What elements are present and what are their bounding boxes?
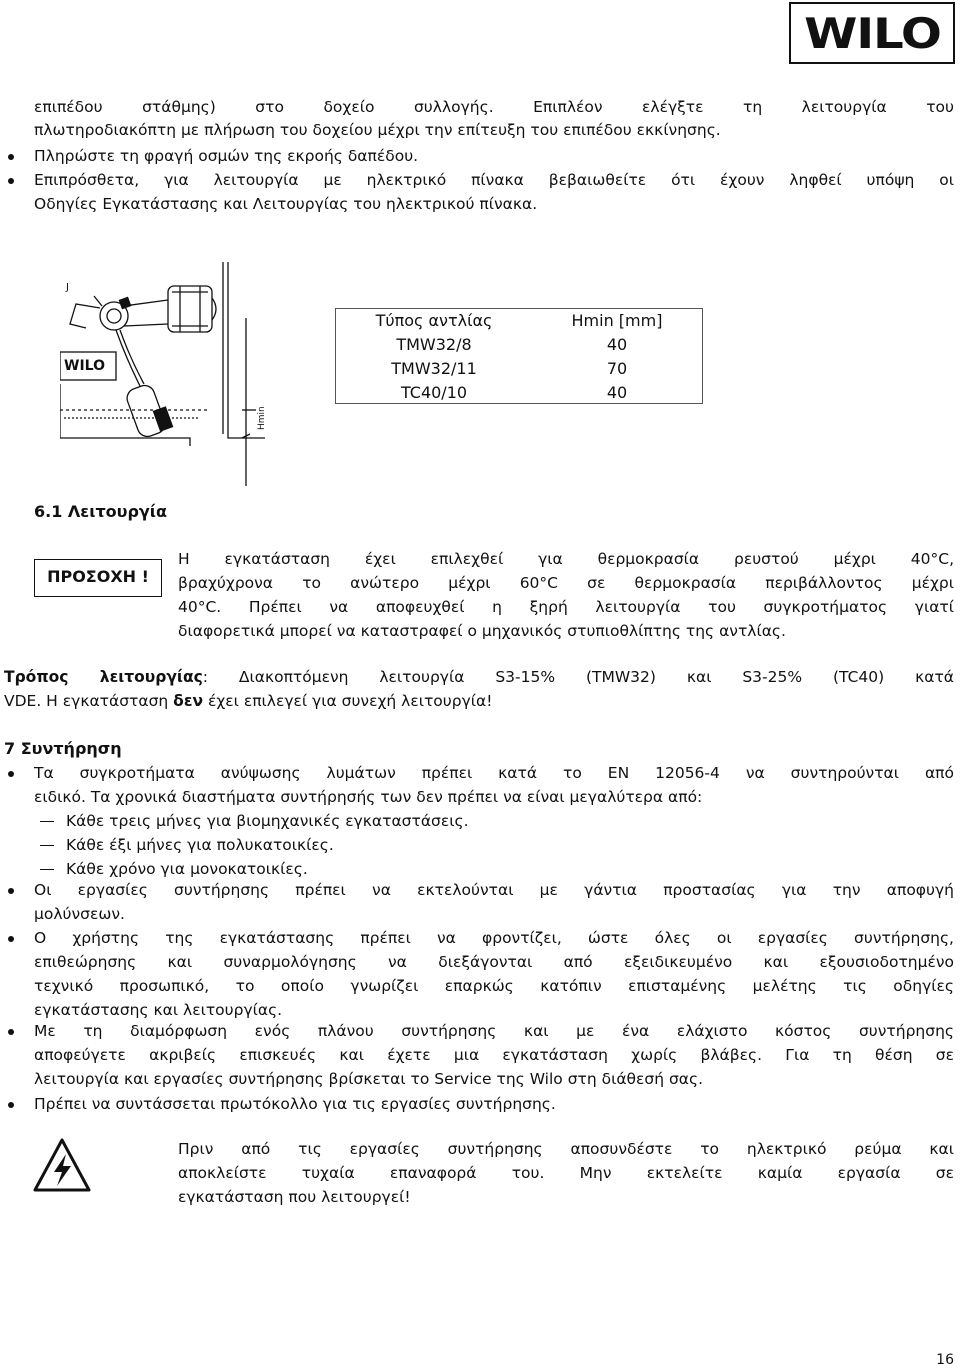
bullet-text: Οι εργασίες συντήρησης πρέπει να εκτελούνται με γάντια προστασίας για την αποφυγή <box>34 881 954 899</box>
bullet-icon <box>8 154 14 160</box>
warning-label-box: ΠΡΟΣΟΧΗ ! <box>34 559 162 597</box>
interval-item-industrial <box>66 810 960 833</box>
bullet-text: Επιπρόσθετα, για λειτουργία με ηλεκτρικό πίνακα βεβαιωθείτε ότι έχουν ληφθεί υπόψη οι <box>34 171 954 189</box>
header-hmin: Hmin [mm] <box>571 311 663 330</box>
maintenance-bullet-4-line-2: αποφεύγετε ακριβείς επισκευές και έχετε μια εγκατάσταση χωρίς βλάβες. Για τη θέση σε <box>34 1046 954 1064</box>
interval-text: Κάθε τρεις μήνες για βιομηχανικές εγκαταστάσεις. <box>66 812 469 830</box>
electrical-warning-line-1: Πριν από τις εργασίες συντήρησης αποσυνδέστε το ηλεκτρικό ρεύμα και <box>178 1140 954 1158</box>
bullet-icon <box>8 1102 14 1108</box>
operation-mode-text: : Διακοπτόμενη λειτουργία S3-15% (TMW32) και S3-25% (TC40) κατά <box>202 668 954 686</box>
table-row <box>336 333 702 357</box>
maintenance-bullet-1-cont: ειδικό. Τα χρονικά διαστήματα συντήρησής των δεν πρέπει να είναι μεγαλύτερα από: <box>34 788 703 806</box>
table-row <box>336 357 702 381</box>
warning-line-3: 40°C. Πρέπει να αποφευχθεί η ξηρή λειτουργία του συγκροτήματος γιατί <box>178 598 954 616</box>
operation-mode-line-2 <box>4 690 924 713</box>
bullet-control-panel <box>34 169 954 192</box>
hmin-dimension-label: Hmin <box>257 406 267 430</box>
intro-line-2: πλωτηροδιακόπτη με πλήρωση του δοχείου μέχρι την επίτευξη του επιπέδου εκκίνησης. <box>34 121 721 139</box>
cell-hmin: 40 <box>606 335 628 354</box>
bullet-text: Πρέπει να συντάσσεται πρωτόκολλο για τις εργασίες συντήρησης. <box>34 1095 556 1113</box>
table-row <box>336 381 702 405</box>
interval-item-apartments <box>66 834 960 857</box>
header-pump-type: Τύπος αντλίας <box>375 311 493 330</box>
bullet-text: Ο χρήστης της εγκατάστασης πρέπει να φροντίζει, ώστε όλες οι εργασίες συντήρησης, <box>34 929 954 947</box>
figure-top-mark: J <box>66 282 69 293</box>
pump-float-diagram <box>60 258 280 486</box>
interval-text: Κάθε χρόνο για μονοκατοικίες. <box>66 860 308 878</box>
pump-hmin-table <box>335 308 703 404</box>
bullet-icon <box>8 888 14 894</box>
cell-hmin: 40 <box>606 383 628 402</box>
cell-pump-type: TC40/10 <box>400 383 468 402</box>
maintenance-bullet-4 <box>34 1020 954 1043</box>
bullet-text: Τα συγκροτήματα ανύψωσης λυμάτων πρέπει κατά το EN 12056-4 να συντηρούνται από <box>34 764 954 782</box>
bullet-icon <box>8 178 14 184</box>
maintenance-bullet-2 <box>34 879 954 902</box>
interval-text: Κάθε έξι μήνες για πολυκατοικίες. <box>66 836 334 854</box>
dash-icon <box>40 821 54 822</box>
maintenance-bullet-5 <box>34 1093 954 1116</box>
bullet-icon <box>8 771 14 777</box>
operation-mode-line <box>4 666 954 689</box>
table-header-row <box>336 309 702 333</box>
section-heading-7: 7 Συντήρηση <box>4 739 122 758</box>
maintenance-bullet-3 <box>34 927 954 950</box>
bullet-icon <box>8 936 14 942</box>
maintenance-bullet-3-line-2: επιθεώρησης και συναρμολόγησης να διεξάγονται από εξειδικευμένο και εξουσιοδοτημένο <box>34 953 954 971</box>
dash-icon <box>40 845 54 846</box>
bullet-control-panel-cont: Οδηγίες Εγκατάστασης και Λειτουργίας του ηλεκτρικού πίνακα. <box>34 195 538 213</box>
bullet-text: Πληρώστε τη φραγή οσμών της εκροής δαπέδου. <box>34 147 419 165</box>
mode-line2-pre: VDE. Η εγκατάσταση <box>4 692 174 710</box>
wilo-logo <box>789 2 955 64</box>
warning-line-4: διαφορετικά μπορεί να καταστραφεί ο μηχανικός στυπιοθλίπτης της αντλίας. <box>178 622 786 640</box>
cell-pump-type: TMW32/8 <box>396 335 472 354</box>
maintenance-bullet-3-line-4: εγκατάστασης και λειτουργίας. <box>34 1001 283 1019</box>
maintenance-bullet-1 <box>34 762 954 785</box>
page-number: 16 <box>936 1352 954 1368</box>
figure-brand-label: WILO <box>64 358 105 374</box>
cell-pump-type: TMW32/11 <box>391 359 477 378</box>
bullet-icon <box>8 1029 14 1035</box>
bullet-odor-trap <box>34 145 954 168</box>
mode-line2-bold: δεν <box>173 692 204 710</box>
cell-hmin: 70 <box>606 359 628 378</box>
electrical-hazard-icon <box>32 1136 92 1196</box>
maintenance-bullet-4-line-3: λειτουργία και εργασίες συντήρησης βρίσκεται το Service της Wilo στη διάθεσή σας. <box>34 1070 704 1088</box>
maintenance-bullet-2-cont: μολύνσεων. <box>34 905 125 923</box>
operation-mode-label: Τρόπος λειτουργίας <box>4 668 203 686</box>
interval-item-houses <box>66 858 960 881</box>
bullet-text: Με τη διαμόρφωση ενός πλάνου συντήρησης και με ένα ελάχιστο κόστος συντήρησης <box>34 1022 954 1040</box>
section-heading-6-1: 6.1 Λειτουργία <box>34 502 168 521</box>
maintenance-bullet-3-line-3: τεχνικό προσωπικό, το οποίο γνωρίζει επαρκώς κατόπιν επισταμένης μελέτης τις οδηγίες <box>34 977 954 995</box>
dash-icon <box>40 869 54 870</box>
logo-text: WILO <box>803 8 941 58</box>
intro-line-1: επιπέδου στάθμης) στο δοχείο συλλογής. Επιπλέον ελέγξτε τη λειτουργία του <box>34 98 954 116</box>
electrical-warning-line-2: αποκλείστε τυχαία επαναφορά του. Μην εκτελείτε καμία εργασία σε <box>178 1164 954 1182</box>
mode-line2-post: έχει επιλεγεί για συνεχή λειτουργία! <box>203 692 493 710</box>
electrical-warning-line-3: εγκατάσταση που λειτουργεί! <box>178 1188 411 1206</box>
warning-line-2: βραχύχρονα το ανώτερο μέχρι 60°C σε θερμοκρασία περιβάλλοντος μέχρι <box>178 574 954 592</box>
warning-line-1: Η εγκατάσταση έχει επιλεχθεί για θερμοκρασία ρευστού μέχρι 40°C, <box>178 550 954 568</box>
